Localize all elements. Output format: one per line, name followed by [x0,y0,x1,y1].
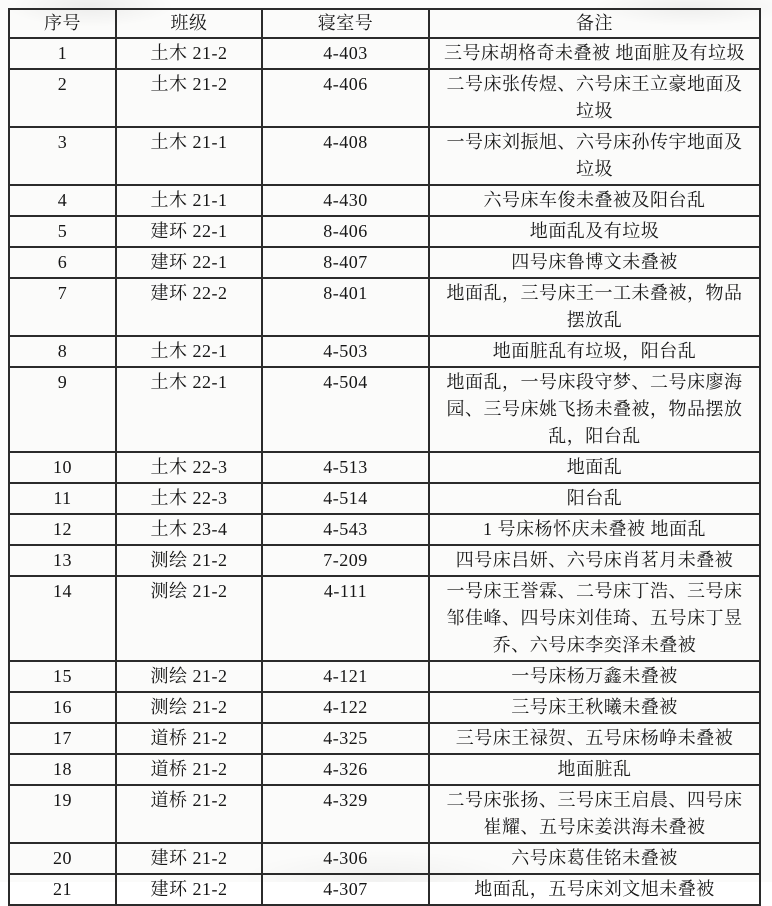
table-row [9,723,760,754]
serial-number-cell: 15 [9,661,116,692]
header-serial-number: 序号 [9,9,116,38]
serial-number-cell: 19 [9,785,116,843]
table-row [9,754,760,785]
table-row [9,843,760,874]
serial-number-cell: 13 [9,545,116,576]
remark-cell: 四号床鲁博文未叠被 [429,247,760,278]
class-cell: 土木 21-1 [116,127,262,185]
header-room-number: 寝室号 [262,9,429,38]
table-row [9,785,760,843]
class-cell: 建环 21-2 [116,874,262,905]
remark-cell: 三号床王秋曦未叠被 [429,692,760,723]
serial-number-cell: 10 [9,452,116,483]
class-cell: 土木 22-1 [116,336,262,367]
room-number-cell: 7-209 [262,545,429,576]
room-number-cell: 8-401 [262,278,429,336]
class-cell: 土木 22-1 [116,367,262,452]
room-number-cell: 8-407 [262,247,429,278]
serial-number-cell: 7 [9,278,116,336]
remark-cell: 三号床胡格奇未叠被 地面脏及有垃圾 [429,38,760,69]
class-cell: 建环 21-2 [116,843,262,874]
remark-cell: 二号床张传煜、六号床王立豪地面及垃圾 [429,69,760,127]
header-row [9,9,760,38]
header-remarks: 备注 [429,9,760,38]
table-row [9,216,760,247]
table-row [9,452,760,483]
room-number-cell: 4-111 [262,576,429,661]
header-class: 班级 [116,9,262,38]
remark-cell: 1 号床杨怀庆未叠被 地面乱 [429,514,760,545]
serial-number-cell: 11 [9,483,116,514]
table-row [9,38,760,69]
room-number-cell: 4-326 [262,754,429,785]
remark-cell: 地面乱，三号床王一工未叠被，物品摆放乱 [429,278,760,336]
remark-cell: 阳台乱 [429,483,760,514]
room-number-cell: 4-121 [262,661,429,692]
class-cell: 建环 22-1 [116,247,262,278]
serial-number-cell: 4 [9,185,116,216]
class-cell: 建环 22-1 [116,216,262,247]
room-number-cell: 4-325 [262,723,429,754]
serial-number-cell: 5 [9,216,116,247]
remark-cell: 三号床王禄贺、五号床杨峥未叠被 [429,723,760,754]
class-cell: 土木 21-1 [116,185,262,216]
dorm-inspection-table [8,8,761,906]
room-number-cell: 4-307 [262,874,429,905]
class-cell: 道桥 21-2 [116,754,262,785]
table-row [9,514,760,545]
table-row [9,545,760,576]
room-number-cell: 4-543 [262,514,429,545]
class-cell: 建环 22-2 [116,278,262,336]
room-number-cell: 4-122 [262,692,429,723]
remark-cell: 地面乱 [429,452,760,483]
table-row [9,367,760,452]
remark-cell: 地面脏乱有垃圾，阳台乱 [429,336,760,367]
room-number-cell: 8-406 [262,216,429,247]
table-row [9,247,760,278]
serial-number-cell: 20 [9,843,116,874]
room-number-cell: 4-408 [262,127,429,185]
class-cell: 测绘 21-2 [116,692,262,723]
remark-cell: 一号床刘振旭、六号床孙传宇地面及垃圾 [429,127,760,185]
serial-number-cell: 9 [9,367,116,452]
class-cell: 道桥 21-2 [116,723,262,754]
table-row [9,692,760,723]
serial-number-cell: 14 [9,576,116,661]
room-number-cell: 4-306 [262,843,429,874]
room-number-cell: 4-406 [262,69,429,127]
class-cell: 土木 21-2 [116,69,262,127]
room-number-cell: 4-403 [262,38,429,69]
class-cell: 土木 22-3 [116,452,262,483]
room-number-cell: 4-514 [262,483,429,514]
serial-number-cell: 8 [9,336,116,367]
class-cell: 测绘 21-2 [116,545,262,576]
remark-cell: 一号床杨万鑫未叠被 [429,661,760,692]
serial-number-cell: 12 [9,514,116,545]
class-cell: 土木 22-3 [116,483,262,514]
remark-cell: 地面乱及有垃圾 [429,216,760,247]
class-cell: 土木 21-2 [116,38,262,69]
serial-number-cell: 3 [9,127,116,185]
room-number-cell: 4-430 [262,185,429,216]
remark-cell: 地面脏乱 [429,754,760,785]
remark-cell: 六号床车俊未叠被及阳台乱 [429,185,760,216]
room-number-cell: 4-504 [262,367,429,452]
table-row [9,278,760,336]
remark-cell: 二号床张扬、三号床王启晨、四号床崔耀、五号床姜洪海未叠被 [429,785,760,843]
serial-number-cell: 18 [9,754,116,785]
table-row [9,483,760,514]
table-body [9,38,760,905]
table-row [9,127,760,185]
remark-cell: 地面乱，五号床刘文旭未叠被 [429,874,760,905]
table-row [9,336,760,367]
class-cell: 道桥 21-2 [116,785,262,843]
class-cell: 土木 23-4 [116,514,262,545]
serial-number-cell: 16 [9,692,116,723]
table-row [9,661,760,692]
room-number-cell: 4-503 [262,336,429,367]
serial-number-cell: 21 [9,874,116,905]
serial-number-cell: 2 [9,69,116,127]
serial-number-cell: 1 [9,38,116,69]
room-number-cell: 4-513 [262,452,429,483]
room-number-cell: 4-329 [262,785,429,843]
table-row [9,874,760,905]
table-row [9,576,760,661]
remark-cell: 四号床吕妍、六号床肖茗月未叠被 [429,545,760,576]
remark-cell: 六号床葛佳铭未叠被 [429,843,760,874]
serial-number-cell: 6 [9,247,116,278]
remark-cell: 地面乱，一号床段守梦、二号床廖海园、三号床姚飞扬未叠被，物品摆放乱，阳台乱 [429,367,760,452]
serial-number-cell: 17 [9,723,116,754]
table-row [9,69,760,127]
class-cell: 测绘 21-2 [116,661,262,692]
remark-cell: 一号床王誉霖、二号床丁浩、三号床邹佳峰、四号床刘佳琦、五号床丁昱乔、六号床李奕泽未叠被 [429,576,760,661]
class-cell: 测绘 21-2 [116,576,262,661]
table-row [9,185,760,216]
